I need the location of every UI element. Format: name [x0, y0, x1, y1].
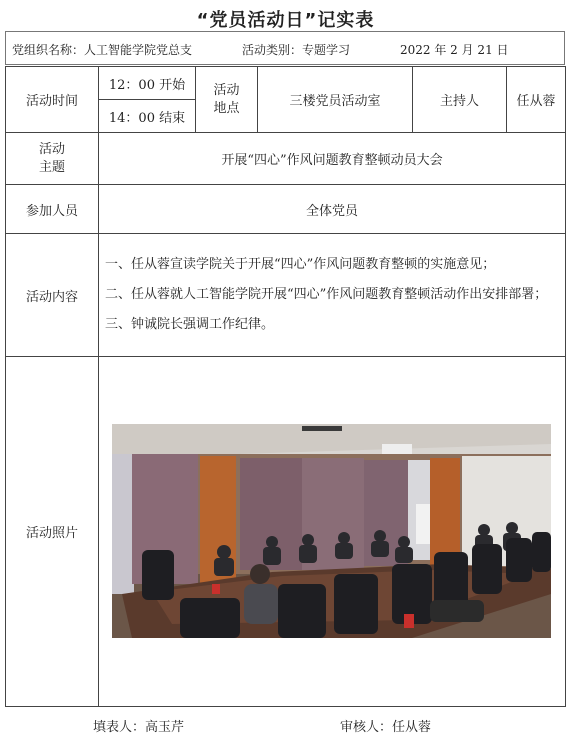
- time-label: 活动时间: [6, 67, 99, 133]
- end-time: 14：00 结束: [99, 100, 196, 133]
- participants-label: 参加人员: [6, 185, 99, 234]
- activity-date: 2022 年 2 月 21 日: [400, 43, 509, 57]
- content-value: [99, 234, 566, 357]
- topic-label: [6, 133, 99, 185]
- activity-category: 活动类别：专题学习: [242, 43, 351, 57]
- start-time: 12：00 开始: [99, 67, 196, 100]
- record-table: [5, 66, 566, 707]
- filler-name: 填表人：高玉芹: [93, 720, 185, 735]
- host-label: 主持人: [413, 67, 507, 133]
- content-label: 活动内容: [6, 234, 99, 357]
- content-item: 一、任从蓉宣读学院关于开展“四心”作风问题教育整顿的实施意见；: [105, 257, 496, 272]
- topic-value: 开展“四心”作风问题教育整顿动员大会: [99, 133, 566, 185]
- location-label-text: 活动地点: [213, 82, 240, 116]
- meeting-photo: [112, 424, 551, 638]
- reviewer-name: 审核人：任从蓉: [340, 720, 432, 735]
- meta-row: [5, 31, 565, 65]
- photo-cell: [99, 357, 566, 707]
- meeting-photo-image: [112, 424, 551, 638]
- form-title: “党员活动日”记实表: [196, 10, 375, 31]
- content-item: 三、钟诚院长强调工作纪律。: [105, 317, 275, 332]
- location-value: 三楼党员活动室: [258, 67, 413, 133]
- participants-value: 全体党员: [99, 185, 566, 234]
- photo-label: 活动照片: [6, 357, 99, 707]
- topic-label-text: 活动主题: [38, 141, 65, 175]
- org-name: 党组织名称：人工智能学院党总支: [12, 43, 193, 57]
- host-value: 任从蓉: [507, 67, 566, 133]
- location-label: [196, 67, 258, 133]
- content-item: 二、任从蓉就人工智能学院开展“四心”作风问题教育整顿活动作出安排部署；: [105, 287, 548, 302]
